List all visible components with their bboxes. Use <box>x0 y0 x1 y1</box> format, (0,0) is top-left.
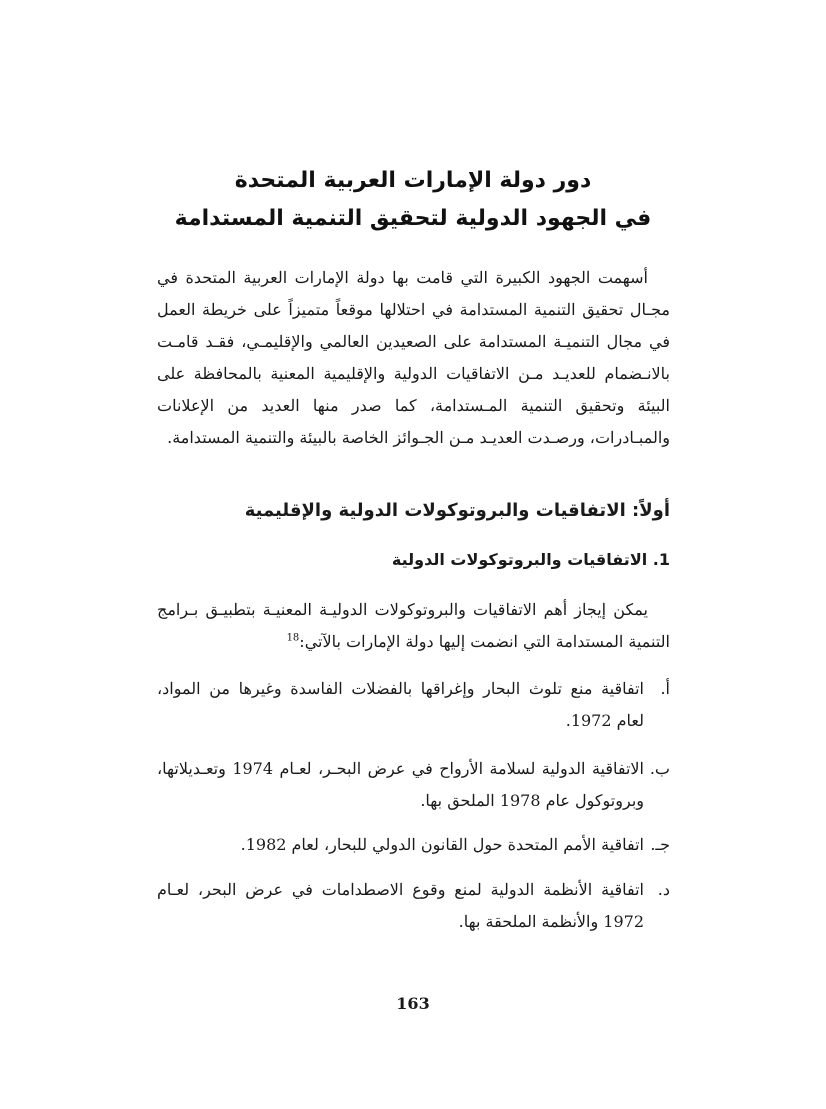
list-item-text: الاتفاقية الدولية لسلامة الأرواح في عرض البحـر، لعـام 1974 وتعـديلاتها، وبروتوكول عام 1978 الملحق بها. <box>157 759 644 810</box>
list-item <box>157 753 670 817</box>
list-item-text: اتفاقية الأمم المتحدة حول القانون الدولي للبحار، لعام 1982. <box>240 835 644 854</box>
page-number: 163 <box>396 994 430 1013</box>
list-item-text: اتفاقية الأنظمة الدولية لمنع وقوع الاصطدامات في عرض البحر، لعـام 1972 والأنظمة الملحقة بها. <box>157 880 644 931</box>
list-item-marker: د. <box>657 880 670 899</box>
section-paragraph-text: يمكن إيجاز أهم الاتفاقيات والبروتوكولات الدوليـة المعنيـة بتطبيـق بـرامج التنمية المستدامة التي انضمت إليها دولة الإمارات بالآتي: <box>157 600 670 651</box>
intro-paragraph: أسهمت الجهود الكبيرة التي قامت بها دولة الإمارات العربية المتحدة في مجـال تحقيق التنمية المستدامة في احتلالها موقعاً متميزاً على خريطة العمل في مجال التنميـة المستدامة على الصعيدين العالمي والإقليمـي، فقـد قامـت بالانـضمام للعديـد مـن الاتفاقيات الدولية والإقليمية المعنية بالمحافظة على البيئة وتحقيق التنمية المـستدامة، كما صدر منها العديد من الإعلانات والمبـادرات، ورصـدت العديـد مـن الجـوائز الخاصة بالبيئة والتنمية المستدامة. <box>157 268 670 447</box>
list-item-marker: أ. <box>660 679 670 698</box>
subsection-heading: 1. الاتفاقيات والبروتوكولات الدولية <box>391 550 670 569</box>
page-title-line-2: في الجهود الدولية لتحقيق التنمية المستدامة <box>174 206 652 231</box>
section-heading: أولاً: الاتفاقيات والبروتوكولات الدولية والإقليمية <box>244 500 670 521</box>
list-item <box>157 673 670 737</box>
list-item-marker: ب. <box>649 759 670 778</box>
list-item <box>157 829 670 861</box>
list-item-text: اتفاقية منع تلوث البحار وإغراقها بالفضلات الفاسدة وغيرها من المواد، لعام 1972. <box>157 679 644 730</box>
footnote-reference[interactable]: 18 <box>286 632 300 644</box>
page-title-line-1: دور دولة الإمارات العربية المتحدة <box>234 168 592 193</box>
list-item <box>157 874 670 938</box>
list-item-marker: جـ. <box>650 835 670 854</box>
section-paragraph <box>157 594 670 658</box>
